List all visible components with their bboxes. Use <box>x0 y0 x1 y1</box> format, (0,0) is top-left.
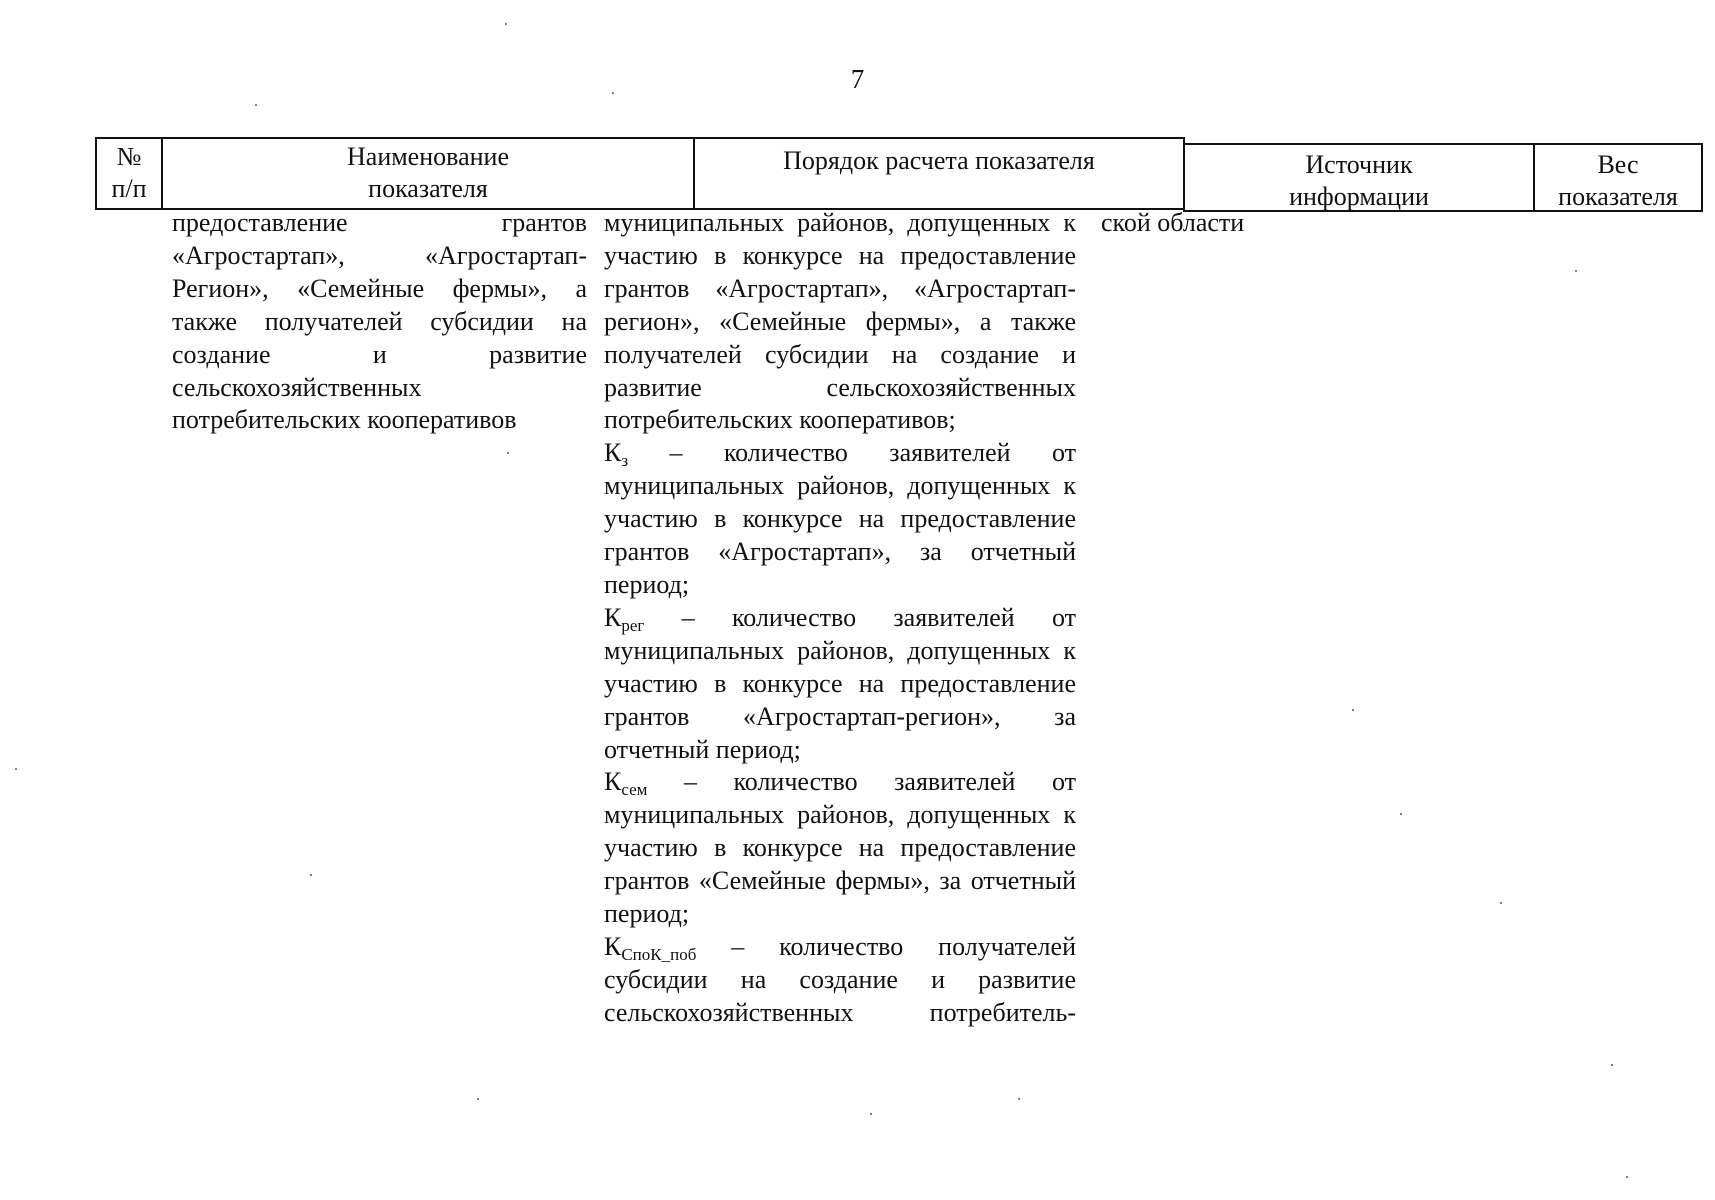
calc-item-subscript: сем <box>621 780 648 800</box>
indicator-name-cell <box>172 207 587 437</box>
indicator-name-text: предоставление грантов «Агростартап», «Агростартап-Регион», «Семейные фермы», а также получателей субсидии на создание и развитие сельскохозяйственных потребительских кооперативов <box>172 208 587 435</box>
header-source <box>1183 143 1535 212</box>
header-number <box>95 137 163 210</box>
scan-speck <box>1575 270 1577 272</box>
calc-item-k-spok <box>604 931 1076 1030</box>
header-calculation: Порядок расчета показателя <box>693 137 1185 210</box>
header-source-line1: Источник <box>1305 150 1413 179</box>
scan-speck <box>15 768 17 770</box>
header-weight-line1: Вес <box>1597 150 1639 179</box>
table-header <box>95 137 1678 211</box>
scan-speck <box>870 1113 872 1115</box>
scan-speck <box>1018 1098 1020 1100</box>
scan-speck <box>507 452 509 454</box>
scan-speck <box>310 874 312 876</box>
header-indicator-name <box>161 137 695 210</box>
calc-item-subscript: СпоК_поб <box>621 944 697 964</box>
calculation-intro: муниципальных районов, допущенных к участию в конкурсе на предоставление грантов «Агростартап», «Агростартап-регион», «Семейные фермы», а также получателей субсидии на создание и развитие сельскохозяйственных потребительских кооперативов; <box>604 208 1076 435</box>
scan-speck <box>505 23 507 25</box>
calc-item-symbol: К <box>604 931 622 961</box>
calc-item-subscript: рег <box>621 615 645 635</box>
calculation-cell <box>604 207 1076 1030</box>
header-number-abbrev: п/п <box>111 174 147 203</box>
source-cell <box>1101 207 1431 240</box>
scan-speck <box>255 104 257 106</box>
calc-item-symbol: К <box>604 767 622 797</box>
scan-speck <box>477 1098 479 1100</box>
calc-item-k-reg <box>604 602 1076 767</box>
scan-speck <box>1626 1176 1628 1178</box>
calc-item-text: – количество заявителей от муниципальных районов, допущенных к участию в конкурсе на предоставление грантов «Агростартап-регион», за отчетный период; <box>604 602 1076 764</box>
calc-item-k-sem <box>604 766 1076 931</box>
header-weight-line2: показателя <box>1558 182 1678 211</box>
source-text: ской области <box>1101 208 1245 237</box>
page-number: 7 <box>850 64 865 94</box>
scan-speck <box>1352 709 1354 711</box>
scan-speck <box>1500 902 1502 904</box>
scan-speck <box>1400 813 1402 815</box>
header-weight <box>1533 143 1703 212</box>
calc-item-k-z <box>604 437 1076 602</box>
calc-item-text: – количество получателей субсидии на создание и развитие сельскохозяйственных потребитель- <box>604 931 1076 1027</box>
header-number-symbol: № <box>116 142 142 171</box>
header-source-line2: информации <box>1289 182 1429 211</box>
calc-item-text: – количество заявителей от муниципальных районов, допущенных к участию в конкурсе на предоставление грантов «Агростартап», за отчетный период; <box>604 438 1076 599</box>
calc-item-symbol: К <box>604 602 622 632</box>
header-name-line1: Наименование <box>347 142 509 171</box>
calc-item-subscript: з <box>621 451 629 471</box>
scan-speck <box>1611 1064 1613 1066</box>
header-name-line2: показателя <box>368 174 488 203</box>
calc-item-symbol: К <box>604 438 622 468</box>
scan-speck <box>612 92 614 94</box>
calc-item-text: – количество заявителей от муниципальных районов, допущенных к участию в конкурсе на предоставление грантов «Семейные фермы», за отчетный период; <box>604 767 1076 929</box>
